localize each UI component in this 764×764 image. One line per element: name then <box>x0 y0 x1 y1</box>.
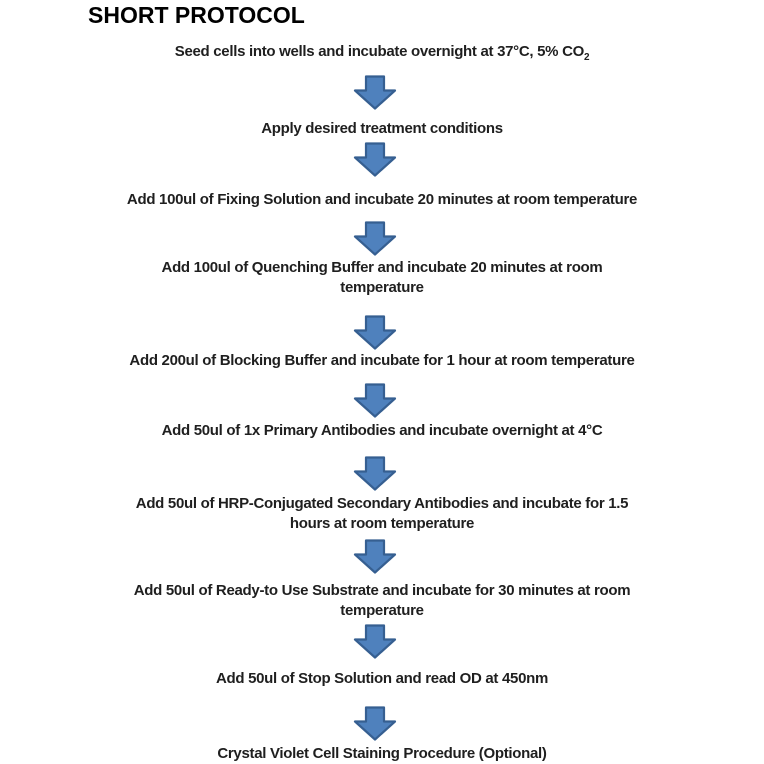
protocol-step-blocking-buffer <box>0 351 764 371</box>
step-line: Add 50ul of Stop Solution and read OD at 450nm <box>215 670 549 687</box>
protocol-step-secondary-antibodies <box>0 494 764 534</box>
step-line: Add 50ul of 1x Primary Antibodies and incubate overnight at 4°C <box>161 422 603 439</box>
step-line: Apply desired treatment conditions <box>261 120 503 137</box>
step-line: Add 100ul of Quenching Buffer and incubate 20 minutes at room <box>161 259 603 276</box>
down-arrow-icon <box>353 142 397 177</box>
step-line: hours at room temperature <box>289 515 475 532</box>
protocol-step-treatment <box>0 119 764 139</box>
down-arrow-icon <box>353 315 397 350</box>
protocol-step-seed-cells <box>0 42 764 62</box>
protocol-step-substrate <box>0 581 764 621</box>
down-arrow-icon <box>353 706 397 741</box>
down-arrow-icon <box>353 624 397 659</box>
protocol-step-stop-solution <box>0 669 764 689</box>
step-line: temperature <box>340 602 424 619</box>
down-arrow-icon <box>353 539 397 574</box>
protocol-step-crystal-violet <box>0 744 764 764</box>
step-line: Add 200ul of Blocking Buffer and incubate for 1 hour at room temperature <box>129 352 635 369</box>
down-arrow-icon <box>353 75 397 110</box>
page-title: SHORT PROTOCOL <box>88 2 305 28</box>
protocol-step-quenching-buffer <box>0 258 764 298</box>
protocol-step-primary-antibodies <box>0 421 764 441</box>
step-line: temperature <box>340 279 424 296</box>
down-arrow-icon <box>353 456 397 491</box>
step-line: Add 50ul of Ready-to Use Substrate and incubate for 30 minutes at room <box>133 582 631 599</box>
down-arrow-icon <box>353 221 397 256</box>
step-line: Crystal Violet Cell Staining Procedure (Optional) <box>217 745 547 762</box>
step-line: Add 50ul of HRP-Conjugated Secondary Antibodies and incubate for 1.5 <box>135 495 629 512</box>
subscript-2: 2 <box>583 52 590 63</box>
protocol-step-fixing-solution <box>0 190 764 210</box>
down-arrow-icon <box>353 383 397 418</box>
step-line: Add 100ul of Fixing Solution and incubate 20 minutes at room temperature <box>126 191 638 208</box>
step-line: Seed cells into wells and incubate overnight at 37°C, 5% $CO_2$ <box>174 43 590 63</box>
